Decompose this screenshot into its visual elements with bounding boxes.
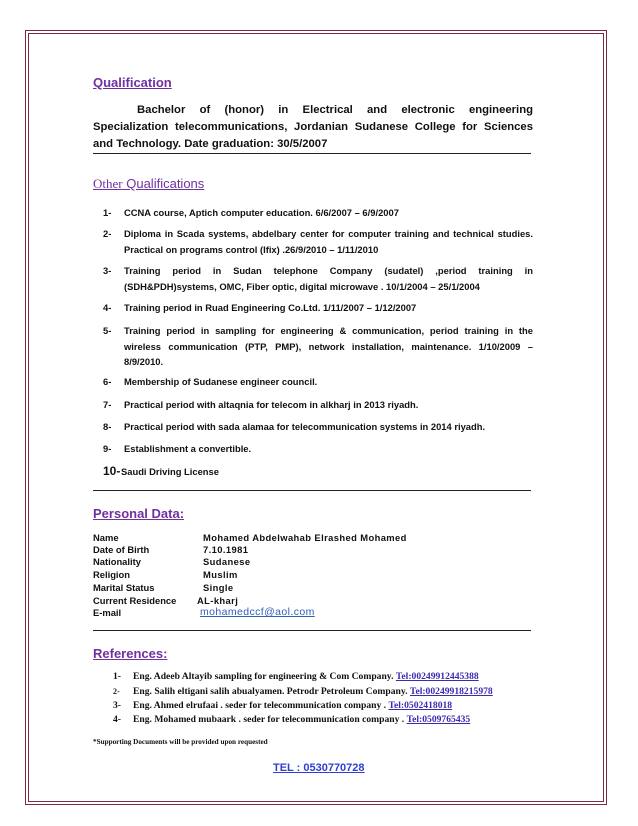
other-qualifications-heading: [93, 176, 204, 192]
supporting-documents-note: *Supporting Documents will be provided upon requested: [93, 738, 268, 746]
name-value: Mohamed Abdelwahab Elrashed Mohamed: [203, 532, 407, 543]
email-label: E-mail: [93, 607, 122, 618]
dob-label: Date of Birth: [93, 544, 150, 555]
list-item: 3- Training period in Sudan telephone Company (sudatel) ,period training in (SDH&PDH)systems, OMC, Fiber optic, digital microwave . 10/1/2004 – 25/1/2004: [103, 265, 533, 292]
marital-status-label: Marital Status: [93, 582, 155, 593]
reference-item: 3- Eng. Ahmed elrufaai . seder for telecommunication company . Tel:0502418018: [113, 700, 453, 711]
email-link[interactable]: mohamedccf@aol.com: [200, 606, 315, 618]
reference-item: 1- Eng. Adeeb Altayib sampling for engineering & Com Company. Tel:00249912445388: [113, 671, 479, 682]
list-item: 2- Diploma in Scada systems, abdelbary center for computer training and technical studies. Practical on programs control (Ifix) .26/9/2010 – 1/11/2010: [103, 228, 533, 255]
reference-tel[interactable]: Tel:0502418018: [388, 700, 453, 711]
list-item: 5- Training period in sampling for engineering & communication, period training in the wireless communication (PTP, PMP), network installation, maintenance. 1/10/2009 – 8/9/2010.: [103, 325, 533, 367]
reference-tel[interactable]: Tel:00249918215978: [409, 686, 493, 697]
nationality-value: Sudanese: [203, 556, 251, 567]
divider: [93, 490, 531, 491]
list-item: 8- Practical period with sada alamaa for telecommunication systems in 2014 riyadh.: [103, 421, 486, 432]
list-item: 4- Training period in Ruad Engineering Co.Ltd. 1/11/2007 – 1/12/2007: [103, 302, 417, 313]
list-item: 7- Practical period with altaqnia for telecom in alkharj in 2013 riyadh.: [103, 399, 419, 410]
reference-item: 2- Eng. Salih eltigani salih abualyamen. Petrodr Petroleum Company. Tel:00249918215978: [113, 686, 493, 697]
references-heading: References:: [93, 646, 168, 661]
residence-label: Current Residence: [93, 595, 177, 606]
list-item: 10- Saudi Driving License: [103, 464, 219, 478]
qualification-heading: Qualification: [93, 75, 172, 90]
reference-item: 4- Eng. Mohamed mubaark . seder for telecommunication company . Tel:0509765435: [113, 714, 471, 725]
other-word: Other: [93, 176, 123, 191]
divider: [93, 630, 531, 631]
religion-label: Religion: [93, 569, 130, 580]
nationality-label: Nationality: [93, 556, 141, 567]
religion-value: Muslim: [203, 569, 238, 580]
personal-data-heading: Personal Data:: [93, 506, 185, 521]
marital-status-value: Single: [203, 582, 234, 593]
list-item: 9- Establishment a convertible.: [103, 443, 252, 454]
divider: [93, 153, 531, 154]
footer-phone[interactable]: TEL : 0530770728: [273, 762, 365, 774]
residence-value: AL-kharj: [197, 595, 239, 606]
list-item: 6- Membership of Sudanese engineer council.: [103, 376, 318, 387]
reference-tel[interactable]: Tel:0509765435: [406, 714, 471, 725]
dob-value: 7.10.1981: [203, 544, 249, 555]
qualifications-word: Qualifications: [126, 176, 205, 191]
reference-tel[interactable]: Tel:00249912445388: [395, 671, 479, 682]
qualification-text: Bachelor of (honor) in Electrical and electronic engineering Specialization telecommunications, Jordanian Sudanese College for Sciences and Technology. Date graduation: 30/5/2007: [93, 104, 533, 150]
list-item: 1- CCNA course, Aptich computer education. 6/6/2007 – 6/9/2007: [103, 207, 399, 218]
name-label: Name: [93, 532, 119, 543]
